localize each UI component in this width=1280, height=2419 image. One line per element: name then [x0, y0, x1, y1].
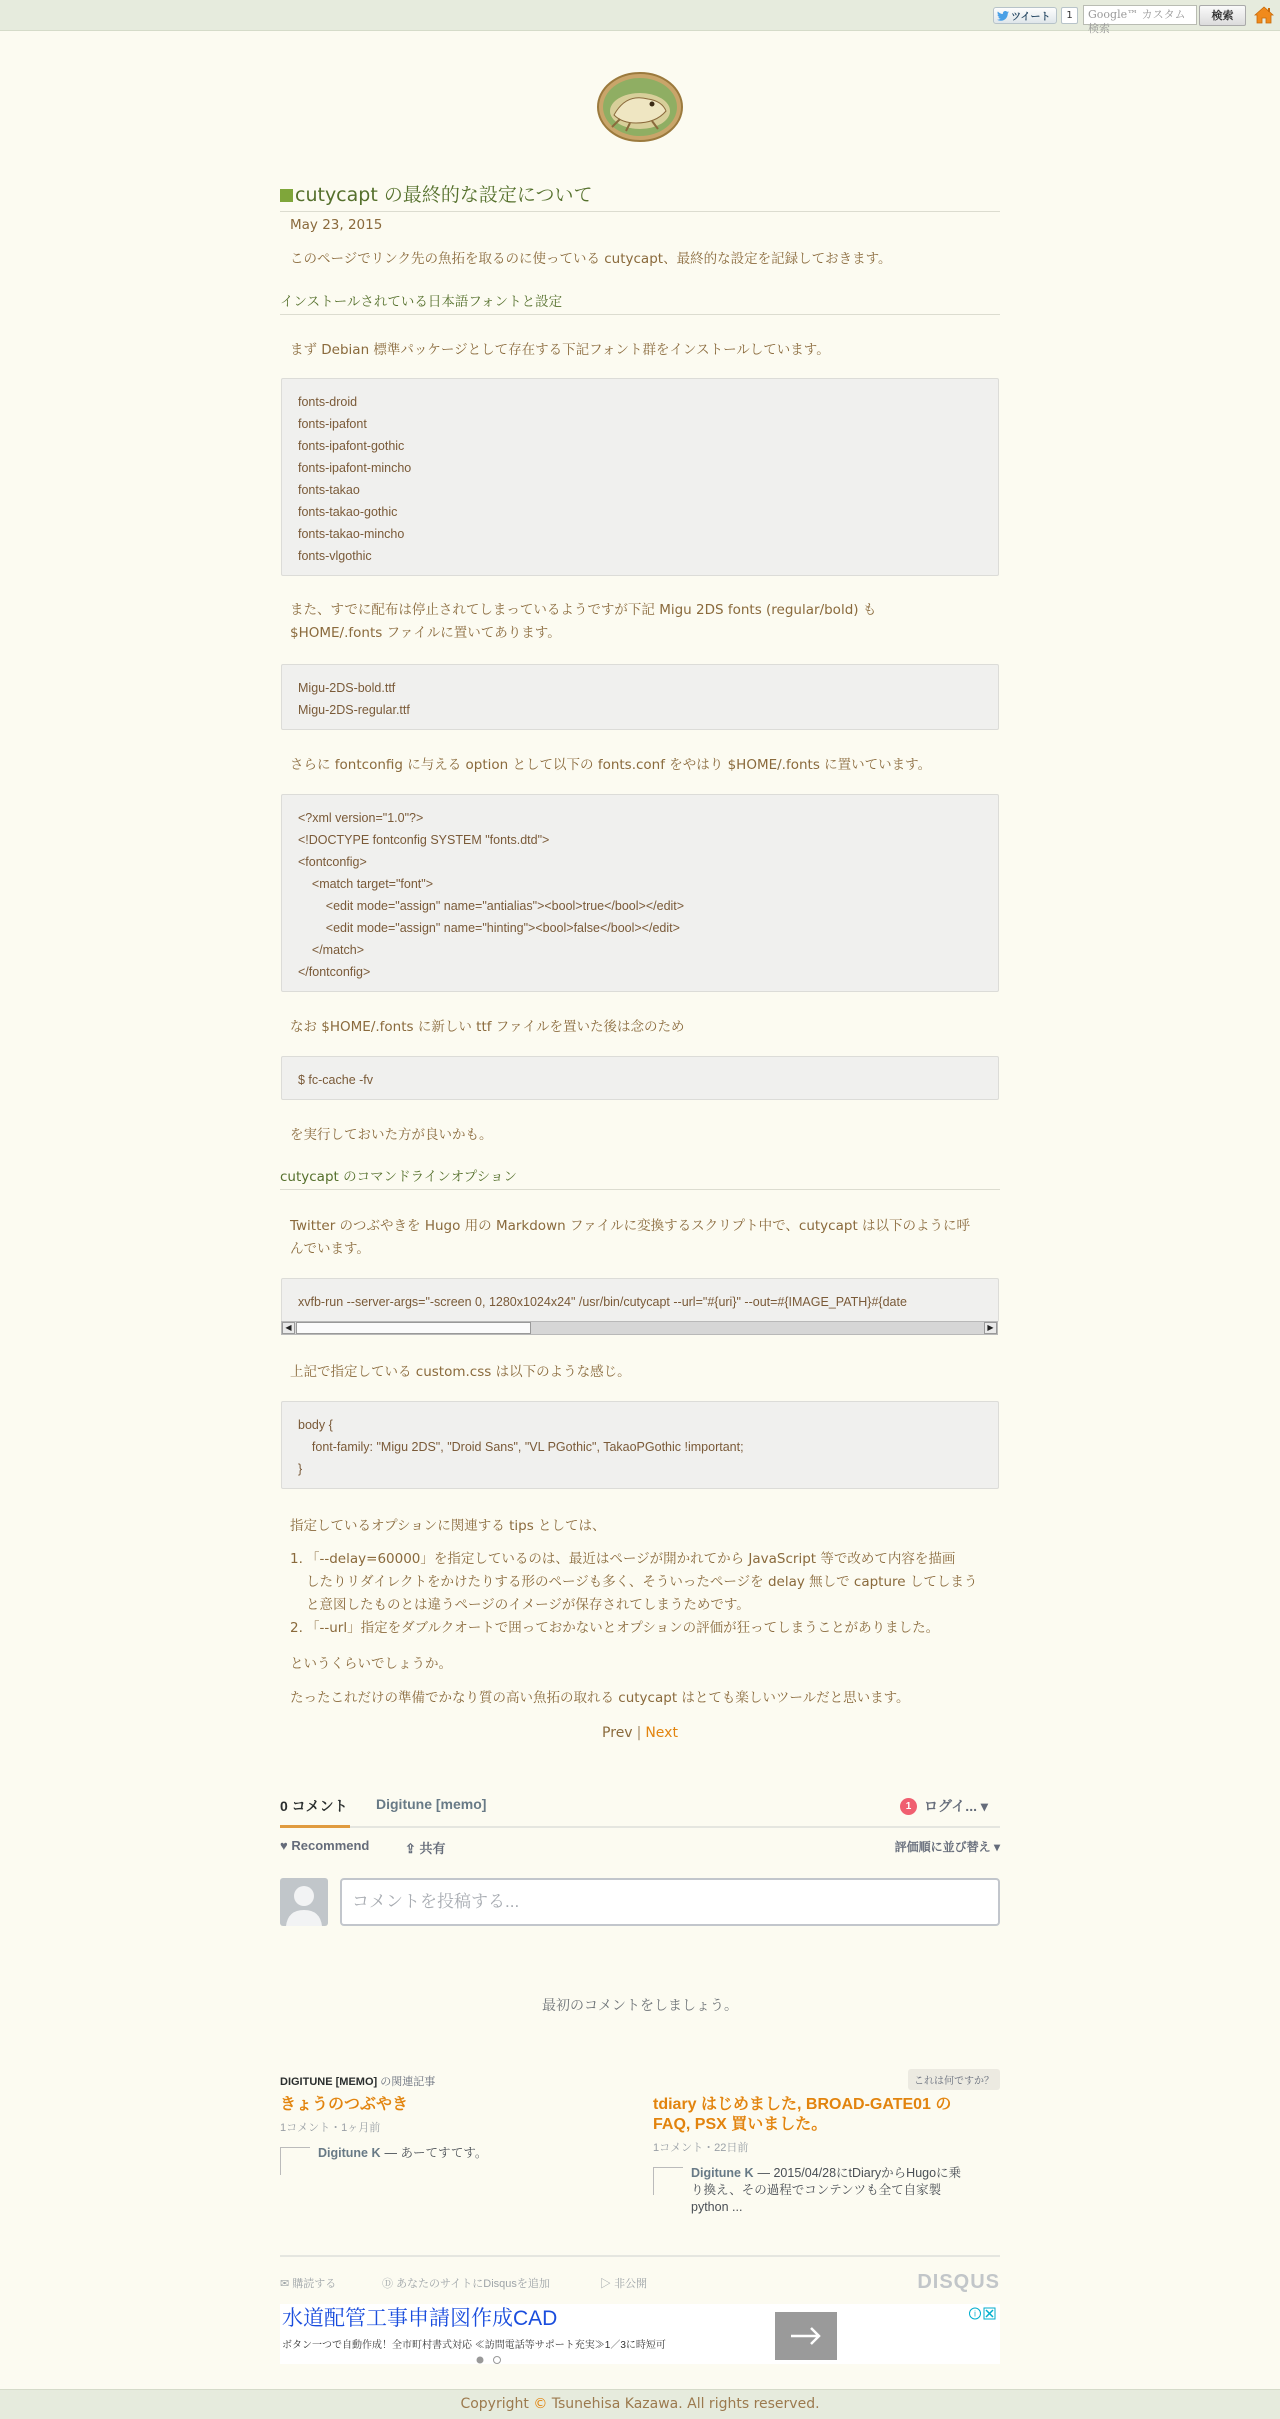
related-title[interactable]	[653, 2095, 1003, 2135]
conclusion-paragraph: たったこれだけの準備でかなり質の高い魚拓の取れる cutycapt はとても楽しいツールだと思います。	[290, 1690, 910, 1706]
tweet-label: ツイート	[1011, 12, 1051, 23]
tips-list	[290, 1548, 990, 1640]
scroll-left-arrow-icon[interactable]: ◀	[282, 1322, 295, 1334]
related-excerpt-line: python ...	[691, 2200, 743, 2214]
related-meta: 1コメント・1ヶ月前	[280, 2122, 381, 2134]
tweet-count: 1	[1061, 7, 1078, 24]
search-button[interactable]: 検索	[1199, 5, 1246, 26]
related-site: DIGITUNE [MEMO]	[280, 2076, 378, 2088]
related-label	[280, 2073, 435, 2089]
fonts-conf-code	[281, 794, 999, 992]
privacy-icon: ▷	[600, 2278, 615, 2290]
disqus-tabs	[280, 1790, 1000, 1828]
site-logo[interactable]	[596, 71, 684, 143]
related-author: Digitune K	[691, 2166, 754, 2180]
twitter-paragraph-line-2: んでいます。	[290, 1241, 370, 1257]
related-suffix: の関連記事	[380, 2076, 436, 2088]
heading-fonts: インストールされている日本語フォントと設定	[280, 293, 1000, 315]
custom-css-code	[281, 1401, 999, 1489]
code-line: <?xml version="1.0"?>	[298, 811, 424, 825]
ad-title[interactable]: 水道配管工事申請図作成CAD	[282, 2307, 558, 2330]
privacy-link[interactable]	[600, 2275, 647, 2291]
after-ttf-paragraph: なお $HOME/.fonts に新しい ttf ファイルを置いた後は念のため	[290, 1019, 685, 1035]
site-footer	[0, 2389, 1280, 2419]
code-line: body {	[298, 1418, 333, 1432]
disqus-d-icon: Ⓓ	[382, 2278, 397, 2290]
debian-paragraph: まず Debian 標準パッケージとして存在する下記フォント群をインストールしています。	[290, 342, 830, 358]
code-line: $ fc-cache -fv	[298, 1073, 374, 1087]
related-excerpt-line	[318, 2145, 630, 2162]
related-item[interactable]	[280, 2095, 630, 2162]
what-is-this-button[interactable]: これは何ですか？	[908, 2069, 1000, 2090]
share-button[interactable]	[405, 1838, 446, 1857]
copyright-prefix: Copyright	[460, 2396, 529, 2412]
scroll-right-arrow-icon[interactable]: ▶	[984, 1322, 997, 1334]
related-title-line: きょうのつぶやき	[280, 2096, 409, 2113]
heart-icon: ♥	[280, 1838, 292, 1853]
migu-files-code	[281, 664, 999, 730]
ad-pagination-dots[interactable]	[475, 2355, 505, 2365]
tip-number: 1.	[290, 1551, 303, 1567]
code-line: fonts-takao	[298, 483, 360, 497]
related-author: Digitune K	[318, 2146, 381, 2160]
disqus-footer	[280, 2255, 1000, 2295]
recommend-label: Recommend	[291, 1838, 370, 1853]
fontconfig-paragraph: さらに fontconfig に与える option として以下の fonts.conf をやはり $HOME/.fonts に置いています。	[290, 757, 932, 773]
code-line: fonts-ipafont-mincho	[298, 461, 412, 475]
fc-cache-code	[281, 1056, 999, 1100]
migu-paragraph-line-1: また、すでに配布は停止されてしまっているようですが下記 Migu 2DS fonts (regular/bold) も	[290, 602, 877, 618]
related-item[interactable]	[653, 2095, 1003, 2216]
code-line: Migu-2DS-bold.ttf	[298, 681, 396, 695]
notification-badge[interactable]: 1	[900, 1798, 917, 1815]
arrow-right-icon	[775, 2312, 837, 2360]
tips-intro-paragraph: 指定しているオプションに関連する tips としては、	[290, 1518, 606, 1534]
related-title-line: FAQ, PSX 買いました。	[653, 2116, 828, 2133]
intro-paragraph: このページでリンク先の魚拓を取るのに使っている cutycapt、最終的な設定を記録しておきます。	[290, 251, 892, 267]
run-paragraph: を実行しておいた方が良いかも。	[290, 1127, 493, 1143]
share-icon: ⇪	[405, 1841, 420, 1856]
code-line: font-family: "Migu 2DS", "Droid Sans", "VL PGothic", TakaoPGothic !important;	[298, 1440, 744, 1454]
thats-all-paragraph: というくらいでしょうか。	[290, 1656, 452, 1672]
prev-link[interactable]: Prev	[602, 1725, 633, 1741]
related-excerpt[interactable]	[653, 2165, 1003, 2216]
add-disqus-link[interactable]	[382, 2275, 550, 2291]
home-icon[interactable]	[1254, 6, 1274, 24]
next-link[interactable]: Next	[645, 1725, 678, 1741]
tip-line: と意図したものとは違うページのイメージが保存されてしまうためです。	[306, 1597, 750, 1613]
code-line: <!DOCTYPE fontconfig SYSTEM "fonts.dtd">	[298, 833, 550, 847]
pagination-separator: |	[636, 1725, 642, 1741]
subscribe-label: 購読する	[292, 2278, 337, 2290]
twitter-paragraph-line-1: Twitter のつぶやきを Hugo 用の Markdown ファイルに変換するスクリプト中で、cutycapt は以下のように呼	[290, 1218, 971, 1234]
code-line: fonts-takao-mincho	[298, 527, 405, 541]
heading-cmdline: cutycapt のコマンドラインオプション	[280, 1168, 1000, 1190]
post-title-text: cutycapt の最終的な設定について	[295, 184, 593, 206]
copyright-symbol: ©	[533, 2396, 548, 2412]
subscribe-link[interactable]	[280, 2275, 336, 2291]
customcss-paragraph: 上記で指定している custom.css は以下のような感じ。	[290, 1364, 631, 1380]
code-line: fonts-takao-gothic	[298, 505, 398, 519]
related-excerpt-line	[691, 2165, 1003, 2182]
disqus-actions	[280, 1834, 1000, 1858]
comment-input[interactable]: コメントを投稿する...	[340, 1878, 1000, 1926]
code-line: </fontconfig>	[298, 965, 371, 979]
code-line: <match target="font">	[298, 877, 433, 891]
code-line: Migu-2DS-regular.ttf	[298, 703, 410, 717]
code-line: xvfb-run --server-args="-screen 0, 1280x1024x24" /usr/bin/cutycapt --url="#{uri}" --out=#{IMAGE_PATH}#{date	[298, 1295, 907, 1309]
related-meta: 1コメント・22日前	[653, 2142, 749, 2154]
code-line: <edit mode="assign" name="hinting"><bool>false</bool></edit>	[298, 921, 680, 935]
related-excerpt[interactable]	[280, 2145, 630, 2162]
sort-menu[interactable]: 評価順に並び替え ▾	[894, 1840, 1000, 1854]
first-comment-prompt: 最初のコメントをしましょう。	[542, 1997, 738, 2013]
related-excerpt-line: り換え、その過程でコンテンツも全て自家製	[691, 2183, 942, 2197]
code-line: fonts-ipafont-gothic	[298, 439, 405, 453]
xvfb-command-code[interactable]	[281, 1278, 999, 1322]
code-horizontal-scrollbar[interactable]	[281, 1321, 998, 1335]
recommend-button[interactable]	[280, 1838, 369, 1853]
code-line: <edit mode="assign" name="antialias"><bool>true</bool></edit>	[298, 899, 685, 913]
commenter-avatar-icon	[653, 2167, 683, 2195]
add-disqus-label: あなたのサイトにDisqusを追加	[396, 2278, 550, 2290]
related-excerpt-text: — あーてすてす。	[384, 2146, 488, 2160]
related-title-line: tdiary はじめました, BROAD-GATE01 の	[653, 2096, 952, 2113]
code-line: <fontconfig>	[298, 855, 367, 869]
mail-icon: ✉	[280, 2278, 293, 2290]
advertisement[interactable]	[280, 2304, 1000, 2364]
twitter-bird-icon	[997, 11, 1009, 21]
code-line: }	[298, 1462, 303, 1476]
user-avatar-icon	[280, 1878, 328, 1926]
related-excerpt-text: — 2015/04/28にtDiaryからHugoに乗	[757, 2166, 962, 2180]
post-title[interactable]	[280, 182, 1000, 212]
code-line: fonts-ipafont	[298, 417, 367, 431]
tip-item	[290, 1617, 990, 1640]
ad-choices-icon[interactable]	[968, 2307, 998, 2320]
related-title[interactable]	[280, 2095, 630, 2115]
tip-item	[290, 1548, 990, 1617]
privacy-label: 非公開	[614, 2278, 648, 2290]
post-title-icon	[280, 189, 293, 202]
code-line: fonts-droid	[298, 395, 358, 409]
tweet-button[interactable]	[993, 7, 1057, 24]
font-packages-code	[281, 378, 999, 576]
tip-line: 「--delay=60000」を指定しているのは、最近はページが開かれてから JavaScript 等で改めて内容を描画	[306, 1551, 956, 1567]
pagination	[280, 1723, 1000, 1743]
tab-comments[interactable]: 0 コメント	[280, 1796, 350, 1828]
code-line: fonts-vlgothic	[298, 549, 372, 563]
tab-community[interactable]: Digitune [memo]	[376, 1796, 487, 1812]
ad-description: ボタン一つで自動作成！全市町村書式対応 ≪訪問電話等サポート充実≫1／3に時短可	[282, 2340, 666, 2351]
scrollbar-thumb[interactable]	[296, 1322, 531, 1334]
ad-arrow-button[interactable]	[775, 2312, 837, 2360]
search-input[interactable]: Google™ カスタム検索	[1083, 5, 1197, 25]
login-menu[interactable]: ログイ... ▾	[924, 1798, 988, 1814]
commenter-avatar-icon	[280, 2147, 310, 2175]
post-date: May 23, 2015	[290, 217, 383, 233]
share-label: 共有	[419, 1841, 446, 1856]
tip-number: 2.	[290, 1620, 303, 1636]
migu-paragraph-line-2: $HOME/.fonts ファイルに置いてあります。	[290, 625, 561, 641]
disqus-logo[interactable]: DISQUS	[917, 2271, 1000, 2293]
code-line: </match>	[298, 943, 365, 957]
tip-line: したりリダイレクトをかけたりする形のページも多く、そういったページを delay 無しで capture してしまう	[306, 1574, 978, 1590]
svg-text:i: i	[973, 2309, 977, 2319]
tip-line: 「--url」指定をダブルクオートで囲っておかないとオプションの評価が狂ってしまうことがありました。	[306, 1620, 940, 1636]
copyright-owner: Tsunehisa Kazawa. All rights reserved.	[551, 2396, 820, 2412]
top-bar	[0, 0, 1280, 35]
